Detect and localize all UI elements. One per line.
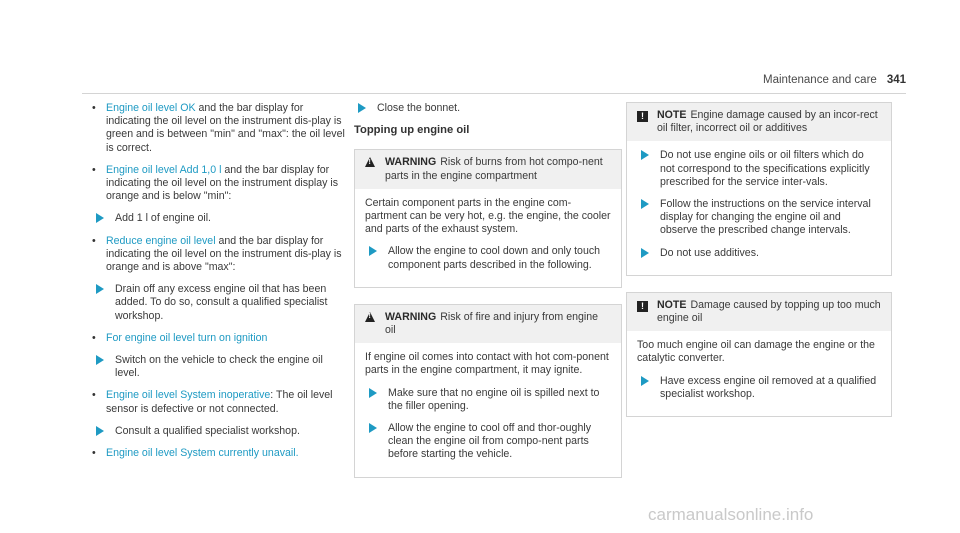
display-message: Reduce engine oil level (106, 234, 216, 247)
step-switch-on (92, 354, 348, 380)
bullet-dot-icon: • (92, 389, 96, 402)
bullet-dot-icon: • (92, 331, 96, 344)
bullet-text: and the bar display for indicating the oil level on the instrument dis-play is orange and is above "max": (106, 234, 342, 274)
step-arrow-icon (369, 423, 377, 433)
warning-title: Risk of fire and injury from engine oil (385, 310, 599, 337)
note-header (627, 103, 891, 141)
warning-step (365, 422, 611, 462)
column-right (626, 102, 892, 433)
step-arrow-icon (96, 426, 104, 436)
note-body (627, 331, 891, 416)
step-text: Add 1 l of engine oil. (115, 212, 212, 225)
warning-header (355, 150, 621, 188)
bullet-dot-icon: • (92, 163, 96, 176)
warning-header (355, 305, 621, 343)
column-middle (354, 102, 622, 494)
display-message: Engine oil level Add 1,0 l (106, 163, 222, 176)
step-arrow-icon (96, 213, 104, 223)
note-body (627, 141, 891, 274)
section-heading: Topping up engine oil (354, 124, 470, 137)
step-arrow-icon (641, 150, 649, 160)
step-consult (92, 425, 348, 438)
note-box-overfill (626, 292, 892, 417)
note-header (627, 293, 891, 331)
note-step (637, 149, 881, 189)
note-text: Too much engine oil can damage the engine or the catalytic converter. (637, 339, 875, 365)
step-arrow-icon (96, 355, 104, 365)
warning-triangle-icon (365, 312, 375, 322)
warning-label: WARNING (385, 156, 437, 169)
display-message: Engine oil level OK (106, 102, 196, 114)
column-left (92, 102, 348, 469)
step-text: Do not use additives. (660, 246, 759, 259)
display-message: For engine oil level turn on ignition (106, 331, 268, 344)
step-text: Consult a qualified specialist workshop. (115, 424, 300, 437)
bullet-reduce-oil (92, 235, 348, 275)
bullet-oil-add (92, 164, 348, 204)
bullet-turn-on-ignition (92, 332, 348, 345)
note-exclamation-icon: ! (637, 111, 648, 122)
note-title: Damage caused by topping up too much engine oil (657, 298, 881, 325)
step-text: Follow the instructions on the service interval display for changing the engine oil and observe the prescribed change intervals. (660, 198, 871, 237)
step-text: Make sure that no engine oil is spilled next to the filler opening. (388, 386, 600, 412)
bullet-text: and the bar display for indicating the oil level on the instrument display is orange and is below "min": (106, 163, 339, 203)
warning-step (365, 387, 611, 413)
warning-text: Certain component parts in the engine com-partment can be very hot, e.g. the engine, the cooler and parts of the exhaust system. (365, 196, 611, 236)
display-message: Engine oil level System inoperative (106, 389, 271, 402)
step-arrow-icon (358, 103, 366, 113)
step-arrow-icon (96, 284, 104, 294)
warning-title: Risk of burns from hot compo-nent parts in the engine compartment (385, 156, 603, 182)
warning-body (355, 343, 621, 476)
step-arrow-icon (369, 246, 377, 256)
step-arrow-icon (641, 376, 649, 386)
step-text: Drain off any excess engine oil that has been added. To do so, consult a qualified specialist workshop. (115, 283, 328, 322)
step-text: Do not use engine oils or oil filters which do not correspond to the specifications explicitly prescribed for the service inter-vals. (660, 149, 870, 188)
bullet-dot-icon: • (92, 234, 96, 247)
warning-text: If engine oil comes into contact with hot com-ponent parts in the engine compartment, it may ignite. (365, 351, 609, 377)
display-message: Engine oil level System currently unavail. (106, 447, 299, 460)
step-text: Allow the engine to cool off and thor-oughly clean the engine oil from compo-nent parts before starting the vehicle. (388, 422, 591, 461)
warning-body (355, 189, 621, 287)
section-title: Maintenance and care (763, 74, 877, 86)
warning-triangle-icon (365, 157, 375, 167)
step-add-oil (92, 212, 348, 225)
step-arrow-icon (369, 388, 377, 398)
step-text: Close the bonnet. (377, 102, 461, 114)
bullet-dot-icon: • (92, 102, 96, 114)
step-text: Have excess engine oil removed at a qualified specialist workshop. (660, 374, 877, 400)
note-label: NOTE (657, 298, 687, 311)
note-label: NOTE (657, 109, 687, 121)
note-step (637, 375, 881, 401)
step-drain-oil (92, 283, 348, 323)
note-step (637, 247, 881, 260)
note-title: Engine damage caused by an incor-rect oil filter, incorrect oil or additives (657, 109, 878, 135)
step-text: Switch on the vehicle to check the engine oil level. (115, 354, 323, 380)
note-box-engine-damage (626, 102, 892, 276)
warning-box-fire (354, 304, 622, 478)
header-divider (82, 93, 906, 94)
bullet-dot-icon: • (92, 447, 96, 460)
step-arrow-icon (641, 248, 649, 258)
bullet-system-inoperative (92, 389, 348, 415)
watermark: carmanualsonline.info (648, 505, 814, 524)
page-number: 341 (886, 74, 906, 86)
bullet-system-unavailable (92, 447, 348, 460)
warning-box-burns (354, 149, 622, 287)
bullet-oil-ok (92, 102, 348, 155)
bullet-text: and the bar display for indicating the oil level on the instrument dis-play is green and is between "min" and "max": the oil level is correct. (106, 102, 345, 154)
note-exclamation-icon: ! (637, 301, 648, 312)
bullet-text: : The oil level sensor is defective or not connected. (106, 389, 333, 415)
step-text: Allow the engine to cool down and only touch component parts described in the following. (388, 245, 601, 271)
step-arrow-icon (641, 199, 649, 209)
note-step (637, 198, 881, 238)
step-close-bonnet (354, 102, 622, 115)
warning-step (365, 245, 611, 271)
page-header (763, 74, 906, 87)
warning-label: WARNING (385, 310, 437, 323)
